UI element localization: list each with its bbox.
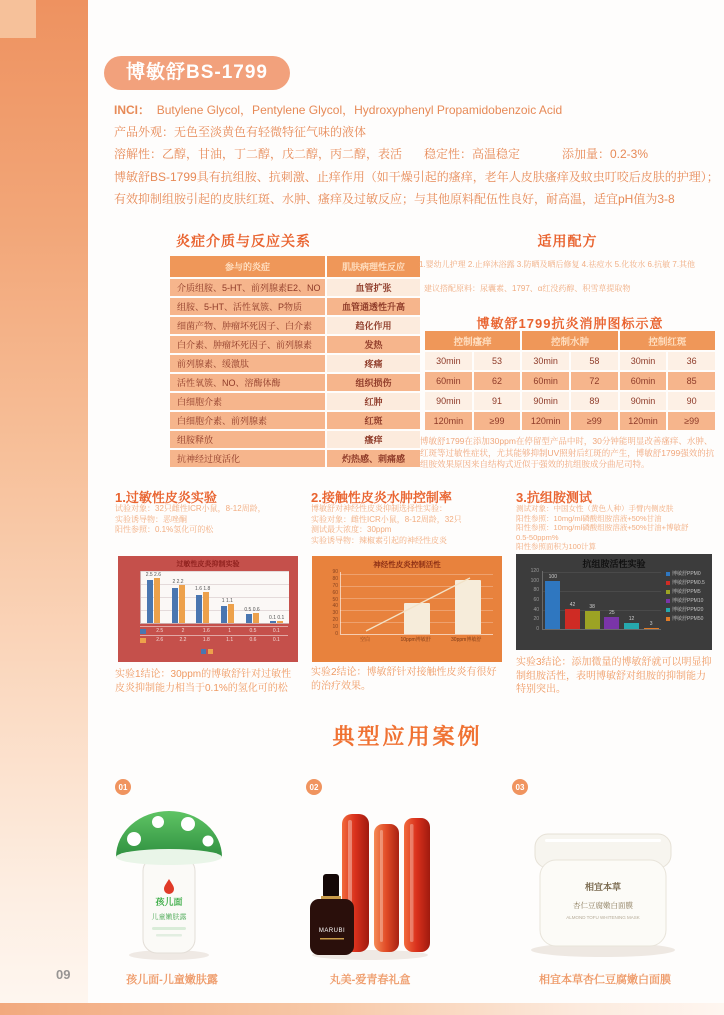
experiment-detail-line: 0.5-50ppm% [516,532,559,542]
red-bottles-art [300,800,440,962]
experiment-detail-line: 博敏舒对神经性皮炎抑制选择性实验： [311,504,447,513]
mushroom-product-text: 儿童嫩肤露 [151,914,187,921]
chart3-bar [624,623,639,629]
chart3-bar-slot [563,601,583,629]
relief-cell: 36 [668,352,715,370]
antihistamine-chart [516,554,712,650]
chart3-bar-slot [582,603,602,629]
chart1-bar-group [240,606,265,623]
chart3-legend-item [666,578,705,587]
relief-cell: 60min [620,372,667,390]
page-number: 09 [56,967,71,982]
chart3-legend-chip [666,572,670,576]
chart3-value-label: 38 [589,603,595,610]
relief-cell: 30min [620,352,667,370]
chart2-ytick: 60 [332,589,338,596]
chart1-bar [196,595,202,623]
chart1-sub-value: 0.1 [272,637,280,643]
case2-product-image [300,800,440,967]
relief-cell: 90min [620,392,667,410]
product-title-badge: 博敏舒BS-1799 [104,56,290,90]
chart3-value-label: 25 [609,609,615,616]
relief-table [425,331,715,430]
mediator-cell-reaction: 红斑 [327,412,420,429]
mediator-cell-mediators: 抗神经过度活化 [170,450,325,467]
mediator-cell-reaction: 血管通透性升高 [327,298,420,315]
chart1-bar-group [141,571,166,623]
chart1-bar-group [215,597,240,623]
chart3-legend-item [666,587,705,596]
chart3-legend-item [666,596,705,605]
relief-cell: 58 [571,352,618,370]
case2-label: 丸美-爱青春礼盒 [329,974,411,986]
relief-group-itch: 控制瘙痒 [425,331,520,350]
mediator-cell-mediators: 前列腺素、缓激肽 [170,355,325,372]
relief-cell: ≥99 [571,412,618,430]
experiment-detail-line: 阳性参照：0.1%氢化可的松 [115,525,214,534]
cases-title: 典型应用案例 [332,724,483,749]
chart1-title: 过敏性皮炎抑制实验 [176,561,240,568]
chart1-bar [246,614,252,623]
experiment-detail-line: 实验对象：雌性ICR小鼠，8-12周龄，32只 [311,514,462,524]
dosage-value: 添加量：0.2-3% [562,147,649,161]
relief-cell: 120min [425,412,472,430]
white-jar-art [515,808,690,960]
chart1-value-labels: 0.1 0.1 [269,615,285,622]
jar-product-text: 杏仁豆腐嫩白面膜 [573,901,633,910]
chart1-value-labels: 1 1.1 [221,597,233,604]
mediator-cell-mediators: 组胺释放 [170,431,325,448]
relief-cell: 89 [571,392,618,410]
relief-cell: ≥99 [668,412,715,430]
chart3-bar-slot [641,620,661,629]
mediator-cell-mediators: 细菌产物、肿瘤坏死因子、白介素 [170,317,325,334]
stability-value: 稳定性：高温稳定 [424,147,521,161]
contact-dermatitis-chart [312,556,502,662]
chart1-bar [203,592,209,623]
chart3-legend-item [666,614,705,623]
chart3-legend-text: 博敏舒PPM10 [672,598,704,604]
chart3-legend-text: 博敏舒PPM20 [672,607,704,613]
chart1-bar [228,604,234,623]
chart3-legend-chip [666,617,670,621]
left-corner-block [0,0,36,38]
chart3-bar-slot [622,616,642,629]
mediator-cell-reaction: 瘙痒 [327,431,420,448]
mediator-cell-reaction: 组织损伤 [327,374,420,391]
chart1-bar [147,580,153,623]
case1-number-badge: 01 [115,779,131,795]
experiment2-conclusion: 实验2结论：博敏舒针对接触性皮炎有很好的治疗效果。 [311,667,497,692]
experiment2-details [311,504,462,546]
chart1-legend-chip [201,649,206,654]
relief-cell: 60min [425,372,472,390]
relief-note: 博敏舒1799在添加30ppm在停留型产品中时，30分钟能明显改善瘙痒、水肿、红斑等过敏性症状，尤其能够抑制UV照射后红斑的产生，博敏舒1799强效的抗组胺效果原因来自结构式近似于强效的抗组胺成分曲尼司特。 [420,436,715,469]
chart3-bar-slot [602,609,622,629]
chart2-xlabel: 空白 [359,637,370,643]
relief-cell: 90 [668,392,715,410]
chart1-series1-values [140,626,288,635]
chart1-value-labels: 2 2.2 [172,578,184,585]
chart1-sub-value: 1.8 [202,637,210,643]
relief-cell: 120min [620,412,667,430]
relief-cell: 91 [474,392,521,410]
formula-pairings: 建议搭配原料：尿囊素、1797、α红没药醇、积雪草提取物 [424,284,631,293]
chart3-bar [644,628,659,629]
chart1-bar-group [190,585,215,623]
chart3-ytick: 40 [533,606,539,613]
case3-number-badge: 03 [512,779,528,795]
chart2-xlabel: 30ppm博敏舒 [451,637,482,643]
chart1-series-chip [140,629,146,634]
case3-label: 相宜本草杏仁豆腐嫩白面膜 [539,974,671,986]
description-line-2: 有效抑制组胺引起的皮肤红斑、水肿、瘙痒及过敏反应；与其他原料配伍性良好，耐高温，适宜pH值为3-8 [114,192,675,206]
experiment1-details [115,504,266,536]
chart3-ytick: 0 [536,626,539,632]
relief-cell: 90min [425,392,472,410]
chart3-value-label: 3 [649,620,653,627]
chart1-sub-value: 1 [228,628,232,634]
marubi-brand-text: MARUBI [318,928,346,934]
chart1-plot-area [140,571,289,624]
case1-product-image [112,795,227,968]
chart3-ytick: 20 [533,616,539,623]
experiment1-title: 1.过敏性皮炎实验 [115,490,217,505]
mediator-cell-mediators: 白细胞介素 [170,393,325,410]
chart2-xlabel: 10ppm博敏舒 [400,637,431,643]
chart2-trend-line [340,572,492,634]
experiment-detail-line: 实验诱导物：辣椒素引起的神经性皮炎 [311,535,447,545]
mediator-cell-reaction: 发热 [327,336,420,353]
chart3-value-label: 42 [569,601,576,608]
allergic-dermatitis-chart [118,556,298,662]
chart3-value-label: 100 [548,573,557,580]
mediator-col2-header: 肌肤病理性反应 [327,256,420,277]
chart2-ytick: 50 [332,596,338,603]
chart3-legend-text: 博敏舒PPM5 [672,589,701,595]
inci-value: Butylene Glycol，Pentylene Glycol，Hydroxyphenyl Propamidobenzoic Acid [156,103,563,117]
chart1-bar [221,606,227,623]
relief-table-title: 博敏舒1799抗炎消肿图标示意 [476,316,664,331]
experiment-detail-line: 阳性参照面积为100计算 [516,542,597,551]
experiment-detail-line: 试验对象：32只雌性ICR小鼠，8-12周龄， [115,504,266,513]
relief-cell: 90min [522,392,569,410]
case3-product-image [515,808,690,965]
mushroom-brand-text: 孩儿面 [155,897,183,907]
relief-cell: 30min [425,352,472,370]
chart3-legend-item [666,605,705,614]
chart1-legend [118,641,298,659]
mediator-cell-reaction: 红肿 [327,393,420,410]
chart3-ytick: 120 [530,568,539,574]
bottom-gradient-bar [0,1003,724,1015]
case2-number-badge: 02 [306,779,322,795]
chart3-bar [565,609,580,629]
formula-applications: 1.婴幼儿护理 2.止痒沐浴露 3.防晒及晒后修复 4.祛痘水 5.化妆水 6.抗敏 7.其他 [419,260,696,269]
chart1-bar [154,578,160,623]
mediator-table-title: 炎症介质与反应关系 [176,233,311,249]
chart1-bar [270,621,276,623]
chart3-bar [604,617,619,629]
inci-label: INCI： [114,103,151,117]
experiment-detail-line: 测试对象：中国女性（黄色人种）手臂内侧皮肤 [516,504,674,513]
chart2-ytick: 40 [332,603,338,610]
experiment-detail-line: 阳性参照：10mg/ml磷酸组胺溶液+50%甘油 [516,513,662,523]
chart3-ytick: 100 [530,577,539,584]
jar-english-text: ALMOND TOFU WHITENING MASK [566,915,640,920]
mediator-cell-reaction: 血管扩张 [327,279,420,296]
mediator-cell-mediators: 组胺、5-HT、活性氧簇、P物质 [170,298,325,315]
chart3-bar [585,611,600,629]
chart1-value-labels: 2.5 2.6 [145,571,161,578]
chart1-sub-value: 0.1 [272,628,280,634]
experiment-detail-line: 实验诱导物：恶唑酮 [115,514,187,524]
experiment3-title: 3.抗组胺测试 [516,490,592,505]
mediator-cell-mediators: 白细胞介素、前列腺素 [170,412,325,429]
mediator-col1-header: 参与的炎症 [170,256,325,277]
chart3-ytick: 60 [533,597,539,603]
chart1-sub-value: 2.6 [156,637,164,643]
relief-cell: 72 [571,372,618,390]
experiment2-title: 2.接触性皮炎水肿控制率 [311,490,452,505]
chart1-bar-group [264,615,289,623]
chart3-ytick: 80 [533,587,539,594]
experiment3-conclusion: 实验3结论：添加微量的博敏舒就可以明显抑制组胺活性，表明博敏舒对组胺的抑制能力特别突出。 [516,657,712,695]
inci-line [114,101,562,118]
jar-brand-text: 相宜本草 [584,882,622,892]
mushroom-bottle-art [112,795,227,963]
chart2-ytick: 20 [332,617,338,624]
chart1-value-labels: 0.5 0.6 [244,606,260,613]
relief-cell: 30min [522,352,569,370]
chart3-bar-slot [543,573,563,629]
mediator-cell-reaction: 趋化作用 [327,317,420,334]
chart2-ytick: 0 [335,631,338,637]
case1-label: 孩儿面-儿童嫩肤露 [126,974,218,986]
mediator-cell-mediators: 活性氧簇、NO、溶酶体酶 [170,374,325,391]
chart1-sub-value: 2 [181,628,185,634]
chart1-sub-value: 0.5 [249,628,257,634]
chart1-legend-chip [208,649,213,654]
chart1-sub-value: 2.2 [179,637,187,643]
chart3-legend-chip [666,590,670,594]
chart3-bar [545,581,560,629]
chart1-sub-value: 0.6 [249,637,257,643]
chart1-bar [179,585,185,623]
experiment-detail-line: 测试最大浓度：30ppm [311,525,392,534]
chart1-bar-group [166,578,191,623]
chart3-legend-text: 博敏舒PPM0 [672,571,701,577]
relief-cell: 85 [668,372,715,390]
chart2-ytick: 70 [332,582,338,589]
mediator-cell-mediators: 介质组胺、5-HT、前列腺素E2、NO [170,279,325,296]
chart3-legend-text: 博敏舒PPM0.5 [672,580,705,586]
experiment-detail-line: 阳性参照：10mg/ml磷酸组胺溶液+50%甘油+博敏舒 [516,523,689,532]
chart3-plot-area [542,571,661,630]
experiment1-conclusion: 实验1结论：30ppm的博敏舒针对过敏性皮炎抑制能力相当于0.1%的氢化可的松 [115,669,292,694]
relief-group-erythema: 控制红斑 [620,331,715,350]
chart3-legend-chip [666,608,670,612]
relief-cell: 60min [522,372,569,390]
chart1-sub-value: 2.5 [156,628,164,634]
chart3-legend-text: 博敏舒PPM50 [672,616,704,622]
relief-cell: 53 [474,352,521,370]
chart1-bar [277,621,283,623]
appearance-line: 产品外观：无色至淡黄色有轻微特征气味的液体 [114,125,367,139]
chart3-legend-item [666,569,705,578]
chart3-legend [666,569,705,623]
description-line-1: 博敏舒BS-1799具有抗组胺、抗刺激、止痒作用（如干燥引起的瘙痒，老年人皮肤瘙痒及蚊虫叮咬后皮肤的护理）； [114,170,719,184]
chart1-sub-value: 1.6 [202,628,210,634]
chart1-value-labels: 1.6 1.8 [195,585,211,592]
chart2-ytick: 10 [332,624,338,631]
chart1-bar [253,613,259,623]
mediator-table [170,256,420,467]
chart3-legend-chip [666,581,670,585]
left-sidebar-band [0,0,88,1015]
experiment3-details [516,504,689,552]
chart2-title: 神经性皮炎控制活性 [373,560,441,569]
solubility-value: 溶解性：乙醇，甘油，丁二醇，戊二醇，丙二醇，表活 [114,147,403,161]
chart2-ytick: 90 [332,569,338,575]
chart2-ytick: 80 [332,575,338,582]
relief-cell: 120min [522,412,569,430]
relief-group-edema: 控制水肿 [522,331,617,350]
relief-cell: ≥99 [474,412,521,430]
chart3-legend-chip [666,599,670,603]
formula-title: 适用配方 [537,233,598,249]
chart2-ytick: 30 [332,610,338,617]
chart3-title: 抗组胺活性实验 [582,559,646,569]
chart1-sub-value: 1.1 [226,637,234,643]
chart1-bar [172,588,178,623]
chart3-value-label: 12 [628,616,635,623]
mediator-cell-reaction: 疼痛 [327,355,420,372]
mediator-cell-reaction: 灼热感、刺痛感 [327,450,420,467]
mediator-cell-mediators: 白介素、肿瘤坏死因子、前列腺素 [170,336,325,353]
relief-cell: 62 [474,372,521,390]
